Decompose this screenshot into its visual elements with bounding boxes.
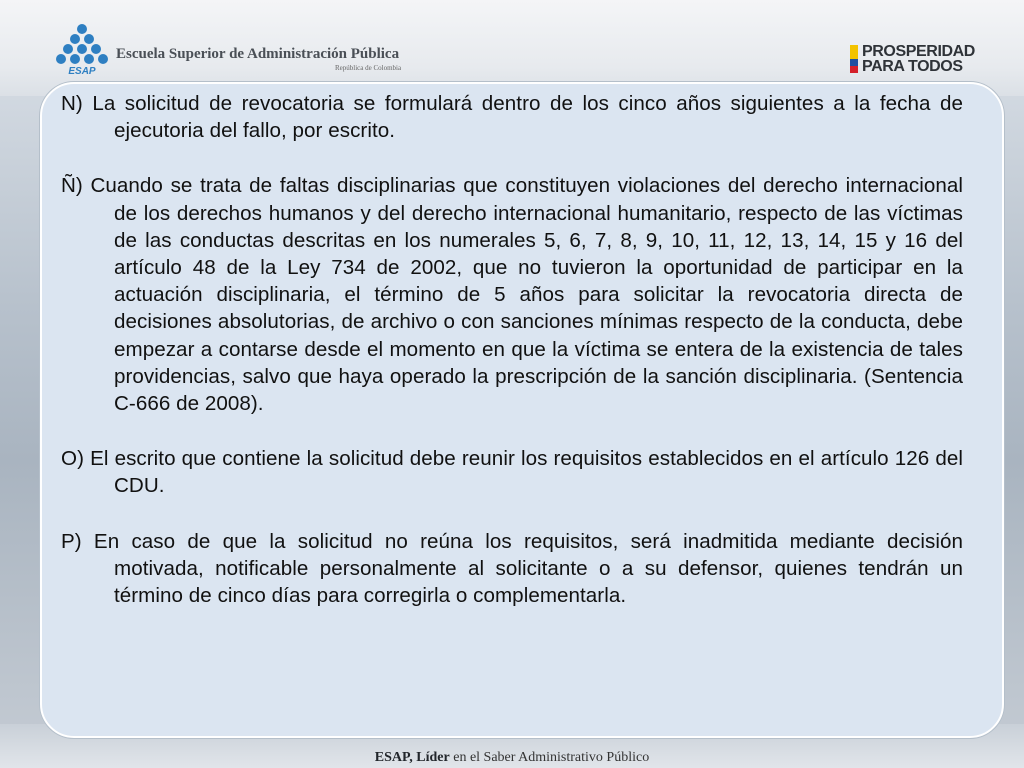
org-name: Escuela Superior de Administración Pública	[116, 46, 400, 62]
esap-logo-text: ESAP	[68, 66, 96, 76]
footer-slogan	[0, 750, 1024, 766]
slide-body	[61, 90, 963, 637]
footer-bold: ESAP, Líder	[374, 750, 450, 765]
paragraph-n: N) La solicitud de revocatoria se formulará dentro de los cinco años siguientes a la fecha de ejecutoria del fallo, por escrito.	[61, 92, 963, 143]
colombia-flag-icon	[850, 45, 858, 73]
esap-logo-icon	[52, 22, 112, 76]
gov-logo-line2: PARA TODOS	[862, 58, 963, 75]
paragraph-p: P) En caso de que la solicitud no reúna los requisitos, será inadmitida mediante decisión motivada, notificable personalmente al solicitante o a su defensor, quienes tendrán un término de cinco días para corregirla o complementarla.	[61, 529, 963, 608]
paragraph-enie: Ñ) Cuando se trata de faltas disciplinarias que constituyen violaciones del derecho internacional de los derechos humanos y del derecho internacional humanitario, respecto de las víctimas de las conductas descritas en los numerales 5, 6, 7, 8, 9, 10, 11, 12, 13, 14, 15 y 16 del artículo 48 de la Ley 734 de 2002, que no tuvieron la oportunidad de participar en la actuación disciplinaria, el término de 5 años para solicitar la revocatoria directa de decisiones absolutorias, de archivo o con sanciones mínimas respecto de la conducta, debe empezar a contarse desde el momento en que la víctima se entera de la existencia de tales providencias, salvo que haya operado la prescripción de la sanción disciplinaria. (Sentencia C-666 de 2008).	[61, 174, 963, 416]
gov-logo-line1: PROSPERIDAD	[862, 43, 975, 60]
footer-rest: en el Saber Administrativo Público	[449, 750, 650, 765]
paragraph-o: O) El escrito que contiene la solicitud debe reunir los requisitos establecidos en el artículo 126 del CDU.	[61, 447, 963, 498]
org-subtitle: República de Colombia	[335, 64, 402, 72]
